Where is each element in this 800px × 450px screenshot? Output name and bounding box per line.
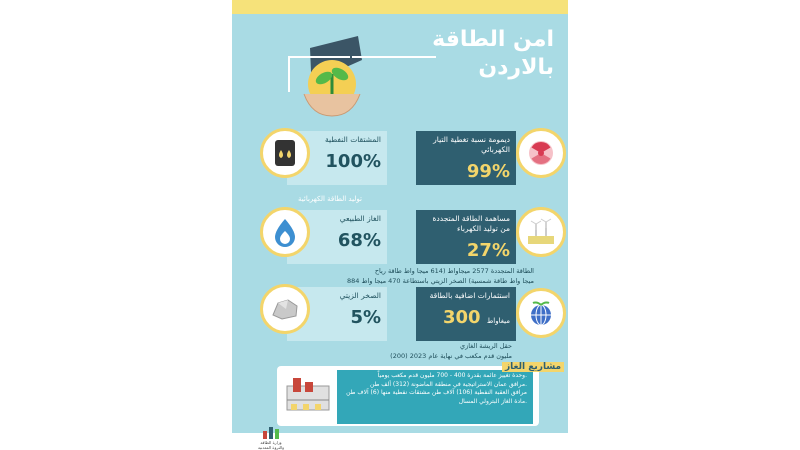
connector-line bbox=[352, 56, 436, 59]
card-label: استثمارات اضافية بالطاقة bbox=[429, 291, 510, 300]
gas-projects-list bbox=[337, 370, 533, 424]
card-storage-investment bbox=[416, 287, 516, 341]
gas-flame-icon bbox=[260, 207, 310, 257]
card-label: الغاز الطبيعي bbox=[339, 214, 381, 223]
gas-project-line: مادة الغاز البترولي المسال. bbox=[458, 397, 527, 405]
card-value bbox=[422, 307, 510, 328]
ministry-logo bbox=[262, 425, 280, 439]
gas-project-line: وحدة تغييز عائمة بقدرة 400 - 700 مليون قدم مكعب يومياً. bbox=[377, 372, 527, 379]
globe-plant-icon bbox=[516, 288, 566, 338]
renewable-note-2: 884 ميجا واط طاقة شمسية) الصخر الزيتي باستطاعة 470 ميجا واط bbox=[346, 277, 534, 285]
card-label: الصخر الزيتي bbox=[339, 291, 381, 300]
risha-field-title: حقل الريشة الغازي bbox=[460, 342, 512, 350]
renewable-note-1: الطاقة المتجددة 2577 ميجاواط (614 ميجا واط طاقة رياح bbox=[374, 267, 534, 275]
card-value: 5% bbox=[350, 307, 381, 328]
connector-line bbox=[288, 56, 350, 92]
card-value: 100% bbox=[325, 151, 381, 172]
card-value: 68% bbox=[337, 230, 381, 251]
risha-field-note: (200) مليون قدم مكعب في نهاية عام 2023 bbox=[390, 352, 512, 360]
card-value: 99% bbox=[466, 161, 510, 182]
wind-solar-icon bbox=[516, 207, 566, 257]
ministry-logo-text: وزارة الطاقة والثروة المعدنية bbox=[257, 440, 285, 450]
gas-projects-panel bbox=[277, 366, 539, 426]
value-unit: ميغاواط bbox=[486, 317, 510, 325]
gas-facility-icon bbox=[283, 372, 333, 418]
section-electricity-generation: توليد الطاقة الكهربائية bbox=[298, 195, 362, 203]
oil-shale-rock-icon bbox=[260, 284, 310, 334]
title-line-2: بالاردن bbox=[478, 55, 554, 80]
infographic-poster bbox=[232, 0, 568, 450]
gas-project-line: مرافق العقبة النفطية (106) آلاف طن مشتقات نفطية منها (6) آلاف طن bbox=[346, 389, 527, 396]
poster-title bbox=[432, 26, 554, 82]
radiation-icon bbox=[516, 128, 566, 178]
gas-projects-title: مشاريع الغاز bbox=[502, 362, 564, 372]
title-line-1: امن الطاقة bbox=[432, 27, 554, 52]
card-label: المشتقات النفطية bbox=[324, 135, 381, 144]
oil-barrel-icon bbox=[260, 128, 310, 178]
card-renewable bbox=[416, 210, 516, 264]
value-number: 300 bbox=[442, 307, 481, 328]
top-bar bbox=[232, 0, 568, 14]
card-value: 27% bbox=[466, 240, 510, 261]
card-continuity bbox=[416, 131, 516, 185]
card-label: مساهمة الطاقة المتجددة من توليد الكهرباء bbox=[432, 214, 510, 233]
card-label: ديمومة نسبة تغطية التيار الكهربائي bbox=[433, 135, 510, 154]
gas-project-line: مرافق عمان الاستراتيجية في منطقة الماضونة (312) ألف طن. bbox=[370, 380, 527, 388]
